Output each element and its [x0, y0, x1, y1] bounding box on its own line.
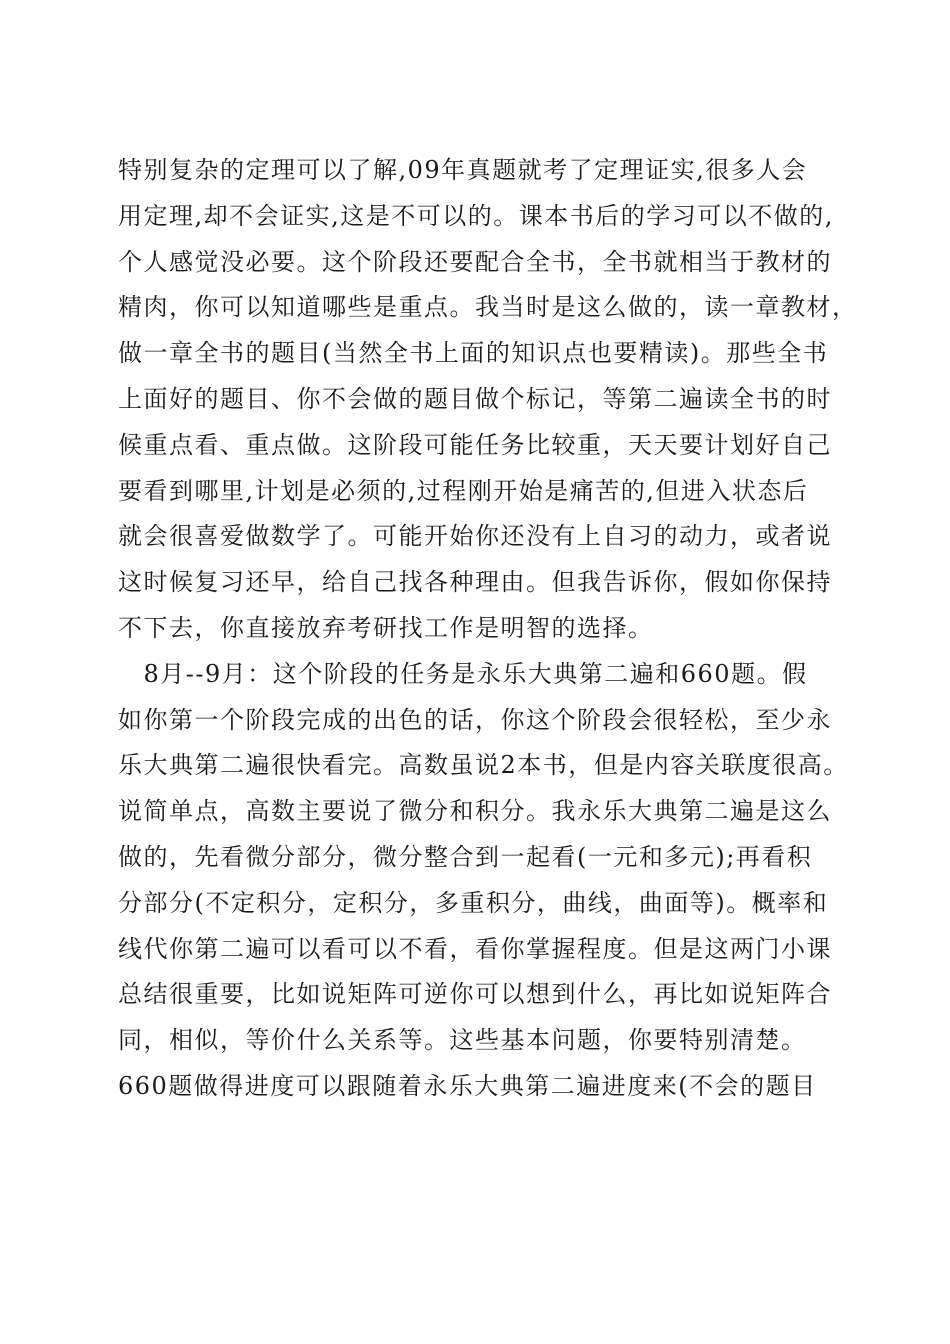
text-line: 特别复杂的定理可以了解,09年真题就考了定理证实,很多人会	[118, 156, 808, 184]
text-line: 不下去，你直接放弃考研找工作是明智的选择。	[118, 613, 654, 642]
text-line: 660题做得进度可以跟随着永乐大典第二遍进度来(不会的题目	[118, 1071, 817, 1100]
text-line: 就会很喜爱做数学了。可能开始你还没有上自习的动力，或者说	[118, 522, 832, 551]
body-text	[118, 148, 858, 1110]
text-line: 候重点看、重点做。这阶段可能任务比较重，天天要计划好自己	[118, 430, 832, 459]
text-line: 个人感觉没必要。这个阶段还要配合全书，全书就相当于教材的	[118, 247, 832, 276]
text-line: 8月--9月：这个阶段的任务是永乐大典第二遍和660题。假	[118, 659, 808, 688]
text-line: 用定理,却不会证实,这是不可以的。课本书后的学习可以不做的,	[118, 201, 834, 230]
text-line: 说简单点，高数主要说了微分和积分。我永乐大典第二遍是这么	[118, 797, 832, 826]
text-line: 这时候复习还早，给自己找各种理由。但我告诉你，假如你保持	[118, 568, 832, 597]
text-line: 同，相似，等价什么关系等。这些基本问题，你要特别清楚。	[118, 1026, 807, 1055]
text-line: 总结很重要，比如说矩阵可逆你可以想到什么，再比如说矩阵合	[118, 980, 832, 1009]
text-line: 上面好的题目、你不会做的题目做个标记，等第二遍读全书的时	[118, 384, 832, 413]
text-line: 如你第一个阶段完成的出色的话，你这个阶段会很轻松，至少永	[118, 705, 832, 734]
text-line: 要看到哪里,计划是必须的,过程刚开始是痛苦的,但进入状态后	[118, 476, 809, 505]
text-line: 做一章全书的题目(当然全书上面的知识点也要精读)。那些全书	[118, 339, 829, 368]
text-line: 做的，先看微分部分，微分整合到一起看(一元和多元);再看积	[118, 842, 813, 871]
text-line: 分部分(不定积分，定积分，多重积分，曲线，曲面等)。概率和	[118, 888, 829, 917]
text-line: 精肉，你可以知道哪些是重点。我当时是这么做的，读一章教材，	[118, 293, 858, 322]
text-line: 乐大典第二遍很快看完。高数虽说2本书，但是内容关联度很高。	[118, 751, 849, 780]
text-line: 线代你第二遍可以看可以不看，看你掌握程度。但是这两门小课	[118, 934, 832, 963]
